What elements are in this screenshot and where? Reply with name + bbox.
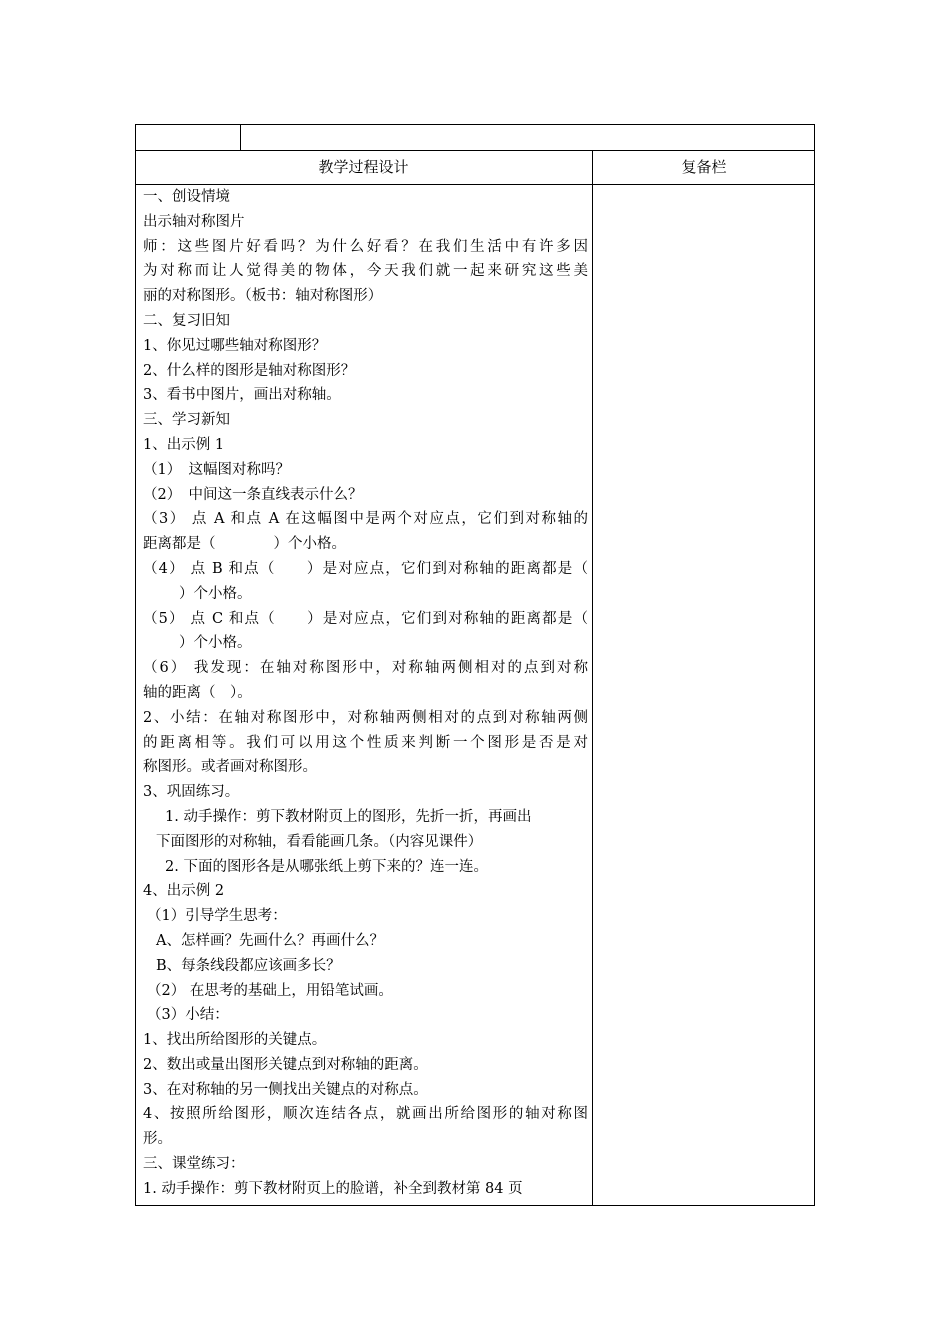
col-divider-top-row <box>240 124 241 151</box>
text-line: 三、学习新知 <box>143 412 230 429</box>
text-line: （3）小结： <box>147 1007 229 1024</box>
text-line: （1） 这幅图对称吗？ <box>143 461 290 478</box>
text-line: 形。 <box>143 1131 172 1148</box>
header-review-column: 复备栏 <box>681 158 727 176</box>
text-line: 一、创设情境 <box>143 189 230 205</box>
text-line: 1. 动手操作：剪下教材附页上的图形，先折一折，再画出 <box>165 808 532 825</box>
text-line: 的距离相等。我们可以用这个性质来判断一个图形是否是对 <box>143 734 588 751</box>
text-line: （1）引导学生思考： <box>147 908 287 925</box>
text-line: 1、你见过哪些轴对称图形？ <box>143 337 327 354</box>
text-line: （5） 点 C 和点（ ）是对应点，它们到对称轴的距离都是（ <box>143 610 588 627</box>
text-line: （4） 点 B 和点（ ）是对应点，它们到对称轴的距离都是（ <box>143 560 588 577</box>
text-line: 师：这些图片好看吗？为什么好看？在我们生活中有许多因 <box>143 238 588 255</box>
col-divider-main <box>592 150 593 1206</box>
text-line: （6） 我发现：在轴对称图形中，对称轴两侧相对的点到对称 <box>143 660 588 677</box>
text-line: 称图形。或者画对称图形。 <box>143 759 317 776</box>
text-line: 为对称而让人觉得美的物体，今天我们就一起来研究这些美 <box>143 263 588 280</box>
text-line: A、怎样画？先画什么？再画什么？ <box>156 932 384 949</box>
text-line: B、每条线段都应该画多长？ <box>156 957 341 974</box>
text-line: 3、在对称轴的另一侧找出关键点的对称点。 <box>143 1081 428 1098</box>
text-line: 2、数出或量出图形关键点到对称轴的距离。 <box>143 1056 428 1073</box>
text-line: 3、看书中图片，画出对称轴。 <box>143 387 341 404</box>
text-line: 2. 下面的图形各是从哪张纸上剪下来的？连一连。 <box>165 858 488 875</box>
text-line: （2） 中间这一条直线表示什么？ <box>143 486 363 503</box>
text-line: 二、复习旧知 <box>143 312 230 329</box>
text-line: 1、出示例 1 <box>143 436 225 453</box>
text-line: 丽的对称图形。（板书：轴对称图形） <box>143 288 383 305</box>
text-line: （3） 点 A 和点 A 在这幅图中是两个对应点，它们到对称轴的 <box>143 511 588 528</box>
text-line: 2、小结：在轴对称图形中，对称轴两侧相对的点到对称轴两侧 <box>143 709 588 726</box>
text-line: 1、找出所给图形的关键点。 <box>143 1032 327 1049</box>
text-line: 1. 动手操作：剪下教材附页上的脸谱，补全到教材第 84 页 <box>143 1180 523 1197</box>
lesson-content <box>143 185 588 1202</box>
text-line: 轴的距离（ ）。 <box>143 684 252 701</box>
text-line: 4、按照所给图形，顺次连结各点，就画出所给图形的轴对称图 <box>143 1106 588 1123</box>
text-line: 下面图形的对称轴，看看能画几条。（内容见课件） <box>156 833 483 850</box>
text-line: 2、什么样的图形是轴对称图形？ <box>143 362 356 379</box>
text-line: ）个小格。 <box>179 585 252 602</box>
text-line: 3、巩固练习。 <box>143 784 240 801</box>
text-line: 4、出示例 2 <box>143 883 225 900</box>
header-teaching-process: 教学过程设计 <box>318 158 409 176</box>
text-line: 三、课堂练习： <box>143 1156 245 1173</box>
text-line: 出示轴对称图片 <box>143 213 245 230</box>
text-line: 距离都是（ ）个小格。 <box>143 536 346 553</box>
text-line: （2） 在思考的基础上，用铅笔试画。 <box>147 982 393 999</box>
text-line: ）个小格。 <box>179 635 252 652</box>
